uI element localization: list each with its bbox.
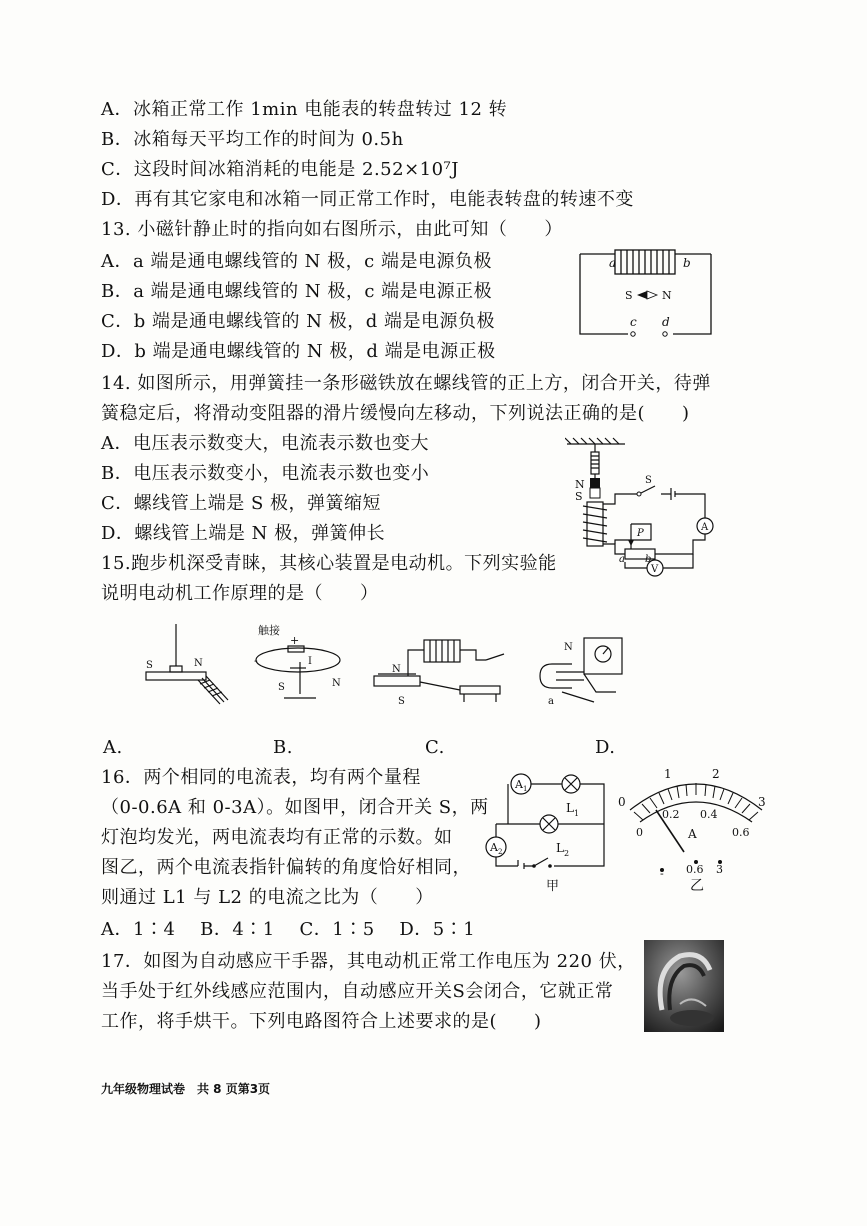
q15a-label-n: N — [194, 658, 203, 669]
q13-solenoid-figure — [575, 246, 715, 338]
q17-line1: 17．如图为自动感应干手器，其电动机正常工作电压为 220 伏， — [101, 951, 636, 972]
q16-yi-unit: A — [688, 827, 697, 841]
q15-figure-a — [140, 620, 232, 710]
q15-choice-b: B. — [273, 737, 293, 758]
q16-yi-caption: 乙 — [690, 878, 704, 894]
q15b-label-current: I — [308, 656, 312, 667]
q16-line1: 16．两个相同的电流表，均有两个量程 — [101, 767, 421, 788]
q13-label-a: a — [609, 256, 617, 270]
q16-jia-l1: L — [566, 801, 574, 815]
q13-label-b: b — [683, 256, 691, 270]
q16-yi-inner-0: 0 — [636, 826, 643, 839]
q13-label-d: d — [662, 315, 670, 329]
q14-label-b: b — [645, 554, 652, 565]
q15-stem-line1: 15.跑步机深受青睐，其核心装置是电动机。下列实验能 — [101, 553, 557, 574]
q14-option-c: C．螺线管上端是 S 极，弹簧缩短 — [101, 493, 382, 514]
q16-yi-inner-3: 0.6 — [732, 826, 750, 839]
q16-yi-outer-0: 0 — [618, 795, 626, 809]
q15b-label-s: S — [278, 682, 285, 693]
q16-options: A．1∶4 B．4∶1 C．1∶5 D．5∶1 — [101, 919, 476, 940]
q16-jia-l1-sub: 1 — [574, 809, 580, 818]
q14-label-n: N — [575, 478, 585, 491]
q15c-label-n: N — [392, 664, 401, 675]
q16-line4: 图乙，两个电流表指针偏转的角度恰好相同， — [101, 857, 471, 878]
q14-option-d: D．螺线管上端是 N 极，弹簧伸长 — [101, 523, 386, 544]
q12-option-c: C．这段时间冰箱消耗的电能是 2.52×10⁷J — [101, 159, 459, 180]
q16-jia-caption: 甲 — [546, 879, 560, 894]
q16-circuit-jia — [478, 768, 608, 894]
q16-yi-outer-1: 1 — [664, 767, 672, 781]
q14-label-voltmeter: V — [651, 564, 659, 575]
q15-choice-d: D. — [595, 737, 616, 758]
q16-jia-l2-sub: 2 — [564, 849, 570, 858]
q16-jia-a1-sub: 1 — [523, 785, 528, 793]
q14-stem-line2: 簧稳定后，将滑动变阻器的滑片缓慢向左移动，下列说法正确的是( ) — [101, 403, 690, 424]
q16-jia-a2-sub: 2 — [498, 848, 503, 856]
q13-option-b: B．a 端是通电螺线管的 N 极，c 端是电源正极 — [101, 281, 493, 302]
q14-label-p: P — [637, 528, 644, 539]
q15-stem-line2: 说明电动机工作原理的是（ ） — [101, 583, 379, 604]
q14-option-b: B．电压表示数变小，电流表示数也变小 — [101, 463, 430, 484]
q12-option-b: B．冰箱每天平均工作的时间为 0.5h — [101, 129, 404, 150]
q15b-label-plus: + — [290, 634, 300, 647]
q16-jia-a2: A — [490, 841, 498, 854]
q15c-label-s: S — [398, 696, 405, 707]
q13-option-a: A．a 端是通电螺线管的 N 极，c 端是电源负极 — [101, 251, 492, 272]
q13-label-n: N — [662, 289, 672, 302]
q16-yi-terminal-3: 3 — [716, 863, 723, 876]
q15-figure-c — [368, 630, 516, 712]
q13-option-d: D．b 端是通电螺线管的 N 极，d 端是电源正极 — [101, 341, 496, 362]
q14-label-ammeter: A — [701, 522, 709, 533]
q16-yi-outer-2: 2 — [712, 767, 720, 781]
q17-line3: 工作，将手烘干。下列电路图符合上述要求的是( ) — [101, 1011, 542, 1032]
q16-line3: 灯泡均发光，两电流表均有正常的示数。如 — [101, 827, 453, 848]
q14-label-a: a — [619, 554, 625, 565]
q16-jia-a1: A — [515, 778, 523, 791]
q14-option-a: A．电压表示数变大，电流表示数也变大 — [101, 433, 429, 454]
q15-choice-a: A. — [103, 737, 123, 758]
q16-meter-yi — [612, 764, 772, 896]
q15b-label-contact: 触接 — [258, 624, 280, 637]
q16-yi-inner-1: 0.2 — [662, 808, 680, 821]
q12-option-a: A．冰箱正常工作 1min 电能表的转盘转过 12 转 — [101, 99, 508, 120]
q14-label-s: S — [575, 490, 583, 503]
q15-figure-d — [536, 636, 636, 712]
q15d-label-a: a — [548, 696, 554, 707]
q14-stem-line1: 14. 如图所示，用弹簧挂一条形磁铁放在螺线管的正上方，闭合开关，待弹 — [101, 373, 711, 394]
q14-spring-magnet-figure — [565, 436, 725, 584]
q16-yi-outer-3: 3 — [758, 795, 766, 809]
q13-stem: 13. 小磁针静止时的指向如右图所示，由此可知（ ） — [101, 219, 563, 240]
hand-dryer-photo — [644, 940, 724, 1032]
q13-label-s: S — [625, 289, 633, 302]
q15-choice-c: C. — [425, 737, 445, 758]
q16-jia-l2: L — [556, 841, 564, 855]
q16-yi-inner-2: 0.4 — [700, 808, 718, 821]
q16-yi-terminal-06: 0.6 — [686, 863, 704, 876]
q15b-label-minus: - — [254, 654, 258, 667]
q16-yi-terminal-minus: - — [660, 867, 664, 880]
q15-figure-b — [250, 620, 350, 710]
page-footer: 九年级物理试卷 共 8 页第3页 — [101, 1082, 271, 1096]
q15d-label-n: N — [564, 642, 573, 653]
q12-option-d: D．再有其它家电和冰箱一同正常工作时，电能表转盘的转速不变 — [101, 189, 634, 210]
q13-option-c: C．b 端是通电螺线管的 N 极，d 端是电源负极 — [101, 311, 495, 332]
q15b-label-n: N — [332, 678, 341, 689]
q14-label-switch: S — [645, 475, 652, 486]
q15a-label-s: S — [146, 660, 153, 671]
q16-line2: （0-0.6A 和 0-3A）。如图甲，闭合开关 S，两 — [101, 797, 489, 818]
q16-line5: 则通过 L1 与 L2 的电流之比为（ ） — [101, 887, 434, 908]
q13-label-c: c — [630, 315, 637, 329]
q17-line2: 当手处于红外线感应范围内，自动感应开关S会闭合，它就正常 — [101, 981, 614, 1002]
